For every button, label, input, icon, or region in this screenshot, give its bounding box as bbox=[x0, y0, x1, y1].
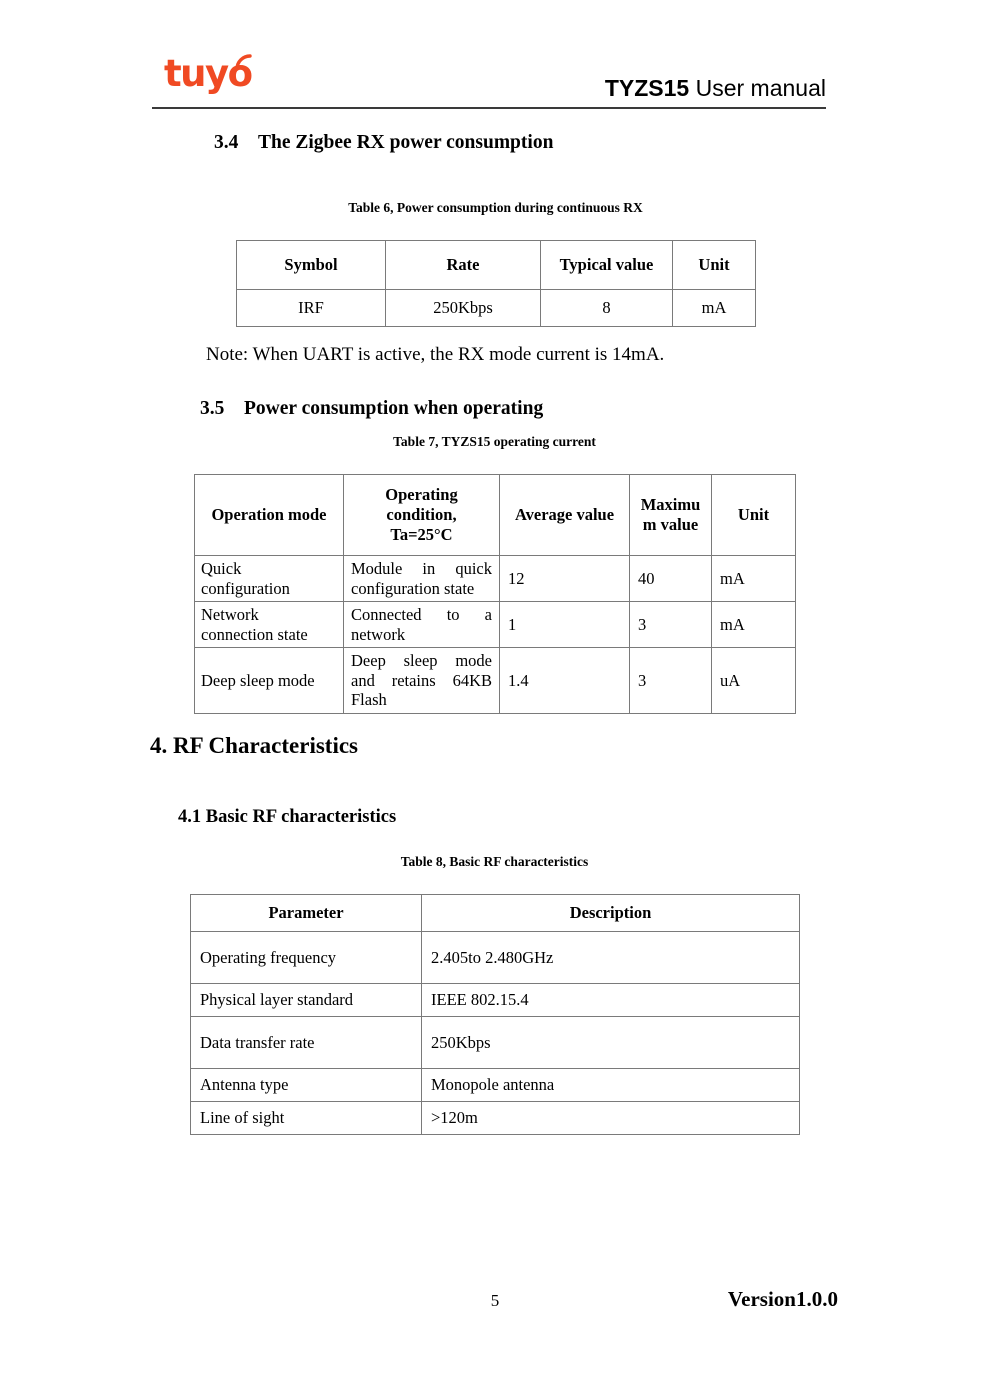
header-doctype: User manual bbox=[695, 75, 826, 101]
table-8-cell-description: Monopole antenna bbox=[422, 1069, 800, 1102]
table-7-mode-line2: connection state bbox=[201, 624, 308, 644]
table-row-header bbox=[191, 895, 800, 932]
heading-4: 4. RF Characteristics bbox=[150, 733, 358, 758]
table-row bbox=[195, 602, 796, 648]
table-6-power-consumption-rx bbox=[236, 240, 756, 327]
table-7-cell-unit: mA bbox=[712, 556, 796, 602]
table-7-cell-condition bbox=[344, 602, 500, 648]
table-7-cell-maximum: 3 bbox=[630, 648, 712, 714]
table-8-cell-parameter: Line of sight bbox=[191, 1102, 422, 1135]
table-6-cell-unit: mA bbox=[673, 290, 756, 327]
table-8-header-parameter: Parameter bbox=[191, 895, 422, 932]
table-7-cell-mode bbox=[195, 602, 344, 648]
table-6-header-unit: Unit bbox=[673, 241, 756, 290]
table-7-cond-line2: configuration state bbox=[351, 578, 475, 598]
table-8-basic-rf-characteristics bbox=[190, 894, 800, 1135]
table-8-cell-description: 250Kbps bbox=[422, 1017, 800, 1069]
table-row bbox=[191, 932, 800, 984]
table-row bbox=[191, 1069, 800, 1102]
table-6-header-rate: Rate bbox=[386, 241, 541, 290]
heading-3-4-label: The Zigbee RX power consumption bbox=[258, 132, 554, 153]
table-8-cell-description: IEEE 802.15.4 bbox=[422, 984, 800, 1017]
table-row-header bbox=[237, 241, 756, 290]
header-title bbox=[605, 74, 826, 102]
tuya-logo bbox=[164, 54, 252, 94]
table-6-caption: Table 6, Power consumption during continuous RX bbox=[348, 200, 643, 215]
table-8-cell-parameter: Operating frequency bbox=[191, 932, 422, 984]
table-7-header-maximum-value bbox=[630, 475, 712, 556]
table-8-cell-parameter: Antenna type bbox=[191, 1069, 422, 1102]
heading-3-5-label: Power consumption when operating bbox=[244, 398, 544, 419]
table-7-cell-average: 1.4 bbox=[500, 648, 630, 714]
table-7-cell-condition bbox=[344, 648, 500, 714]
heading-3-5-number: 3.5 bbox=[200, 398, 225, 419]
page-number: 5 bbox=[490, 1291, 500, 1310]
table-7-cond-line1: Module in quick bbox=[351, 559, 492, 578]
table-8-cell-parameter: Data transfer rate bbox=[191, 1017, 422, 1069]
table-row bbox=[237, 290, 756, 327]
table-7-cell-condition bbox=[344, 556, 500, 602]
page-footer bbox=[0, 1287, 990, 1320]
table-7-cond-line2: network bbox=[351, 624, 406, 644]
table-7-mode-line2: configuration bbox=[201, 578, 290, 598]
heading-3-4-number: 3.4 bbox=[214, 132, 239, 153]
table-row bbox=[195, 556, 796, 602]
table-7-header-max-line2: m value bbox=[642, 515, 699, 534]
table-7-cond-line3: Flash bbox=[351, 690, 387, 709]
table-row-header bbox=[195, 475, 796, 556]
table-row bbox=[191, 1017, 800, 1069]
table-row bbox=[191, 984, 800, 1017]
wifi-arc-icon bbox=[233, 52, 255, 74]
table-7-header-operating-condition bbox=[344, 475, 500, 556]
table-7-cell-unit: uA bbox=[712, 648, 796, 714]
table-8-header-description: Description bbox=[422, 895, 800, 932]
table-7-header-max-line1: Maximu bbox=[640, 495, 701, 514]
table-8-cell-description: >120m bbox=[422, 1102, 800, 1135]
header-divider bbox=[152, 107, 826, 109]
table-7-cell-mode bbox=[195, 648, 344, 714]
table-7-mode-line1: Network bbox=[201, 605, 259, 624]
table-7-cell-average: 1 bbox=[500, 602, 630, 648]
table-7-mode-line1: Quick bbox=[201, 559, 242, 578]
table-7-header-average-value: Average value bbox=[500, 475, 630, 556]
table-6-cell-rate: 250Kbps bbox=[386, 290, 541, 327]
table-6-header-symbol: Symbol bbox=[237, 241, 386, 290]
table-6-cell-typical-value: 8 bbox=[541, 290, 673, 327]
table-7-header-cond-line3: Ta=25°C bbox=[390, 525, 453, 544]
heading-3-4 bbox=[214, 131, 553, 155]
table-7-mode-line1: Deep sleep mode bbox=[201, 670, 315, 690]
table-7-cond-line2: and retains 64KB bbox=[351, 670, 492, 690]
note-uart-rx-current: Note: When UART is active, the RX mode current is 14mA. bbox=[206, 344, 665, 365]
table-row bbox=[195, 648, 796, 714]
table-7-cell-maximum: 3 bbox=[630, 602, 712, 648]
heading-4-1: 4.1 Basic RF characteristics bbox=[178, 807, 397, 827]
heading-3-5 bbox=[200, 397, 543, 421]
table-7-header-cond-line1: Operating bbox=[385, 485, 458, 504]
table-7-caption: Table 7, TYZS15 operating current bbox=[393, 434, 596, 449]
table-7-header-unit: Unit bbox=[712, 475, 796, 556]
table-7-cell-mode bbox=[195, 556, 344, 602]
tuya-logo-text: tuyo bbox=[164, 52, 252, 95]
table-7-cell-average: 12 bbox=[500, 556, 630, 602]
page-header bbox=[152, 52, 826, 108]
table-7-header-cond-line2: condition, bbox=[386, 505, 457, 524]
table-7-header-operation-mode: Operation mode bbox=[195, 475, 344, 556]
table-row bbox=[191, 1102, 800, 1135]
table-8-cell-parameter: Physical layer standard bbox=[191, 984, 422, 1017]
header-model: TYZS15 bbox=[604, 75, 690, 101]
table-8-cell-description: 2.405to 2.480GHz bbox=[422, 932, 800, 984]
table-7-operating-current bbox=[194, 474, 796, 714]
table-6-header-typical-value: Typical value bbox=[541, 241, 673, 290]
document-version: Version1.0.0 bbox=[727, 1287, 838, 1311]
table-7-cell-maximum: 40 bbox=[630, 556, 712, 602]
table-6-cell-symbol: IRF bbox=[237, 290, 386, 327]
table-7-cell-unit: mA bbox=[712, 602, 796, 648]
table-7-cond-line1: Connected to a bbox=[351, 605, 492, 624]
table-7-cond-line1: Deep sleep mode bbox=[351, 651, 492, 670]
table-8-caption: Table 8, Basic RF characteristics bbox=[400, 854, 589, 869]
